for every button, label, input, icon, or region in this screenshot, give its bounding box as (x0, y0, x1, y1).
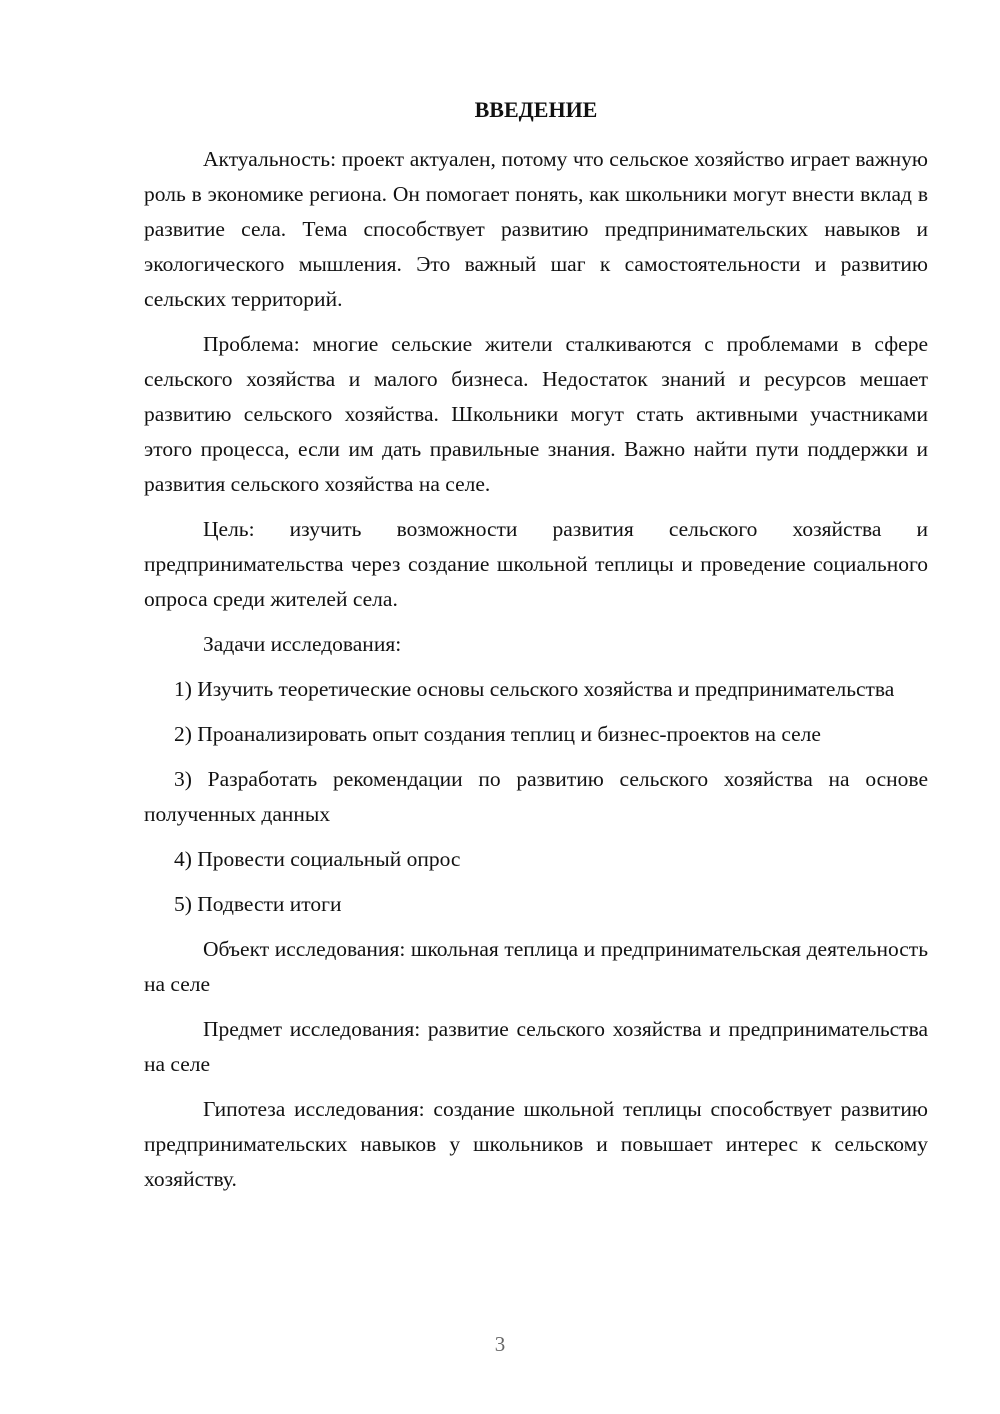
page-number: 3 (494, 1332, 506, 1356)
task-item-1: 1) Изучить теоретические основы сельского хозяйства и предпринимательства (174, 677, 895, 701)
document-page (144, 92, 928, 1197)
section-heading: ВВЕДЕНИЕ (474, 97, 598, 122)
task-item-2: 2) Проанализировать опыт создания теплиц и бизнес-проектов на селе (174, 722, 821, 746)
tasks-intro: Задачи исследования: (203, 632, 402, 656)
task-item-5: 5) Подвести итоги (174, 892, 342, 916)
task-item-4: 4) Провести социальный опрос (174, 847, 461, 871)
subject-paragraph: Предмет исследования: развитие сельского хозяйства и предпринимательства на селе (144, 1017, 928, 1076)
hypothesis-paragraph: Гипотеза исследования: создание школьной теплицы способствует развитию предпринимательских навыков у школьников и повышает интерес к сельскому хозяйству. (144, 1097, 928, 1191)
task-item-3: 3) Разработать рекомендации по развитию сельского хозяйства на основе полученных данных (144, 767, 928, 826)
object-paragraph: Объект исследования: школьная теплица и предпринимательская деятельность на селе (144, 937, 928, 996)
goal-paragraph: Цель: изучить возможности развития сельского хозяйства и предпринимательства через создание школьной теплицы и проведение социального опроса среди жителей села. (144, 517, 928, 611)
problem-paragraph: Проблема: многие сельские жители сталкиваются с проблемами в сфере сельского хозяйства и малого бизнеса. Недостаток знаний и ресурсов мешает развитию сельского хозяйства. Школьники могут стать активными участниками этого процесса, если им дать правильные знания. Важно найти пути поддержки и развития сельского хозяйства на селе. (144, 332, 928, 496)
relevance-paragraph: Актуальность: проект актуален, потому что сельское хозяйство играет важную роль в экономике региона. Он помогает понять, как школьники могут внести вклад в развитие села. Тема способствует развитию предпринимательских навыков и экологического мышления. Это важный шаг к самостоятельности и развитию сельских территорий. (144, 147, 928, 311)
